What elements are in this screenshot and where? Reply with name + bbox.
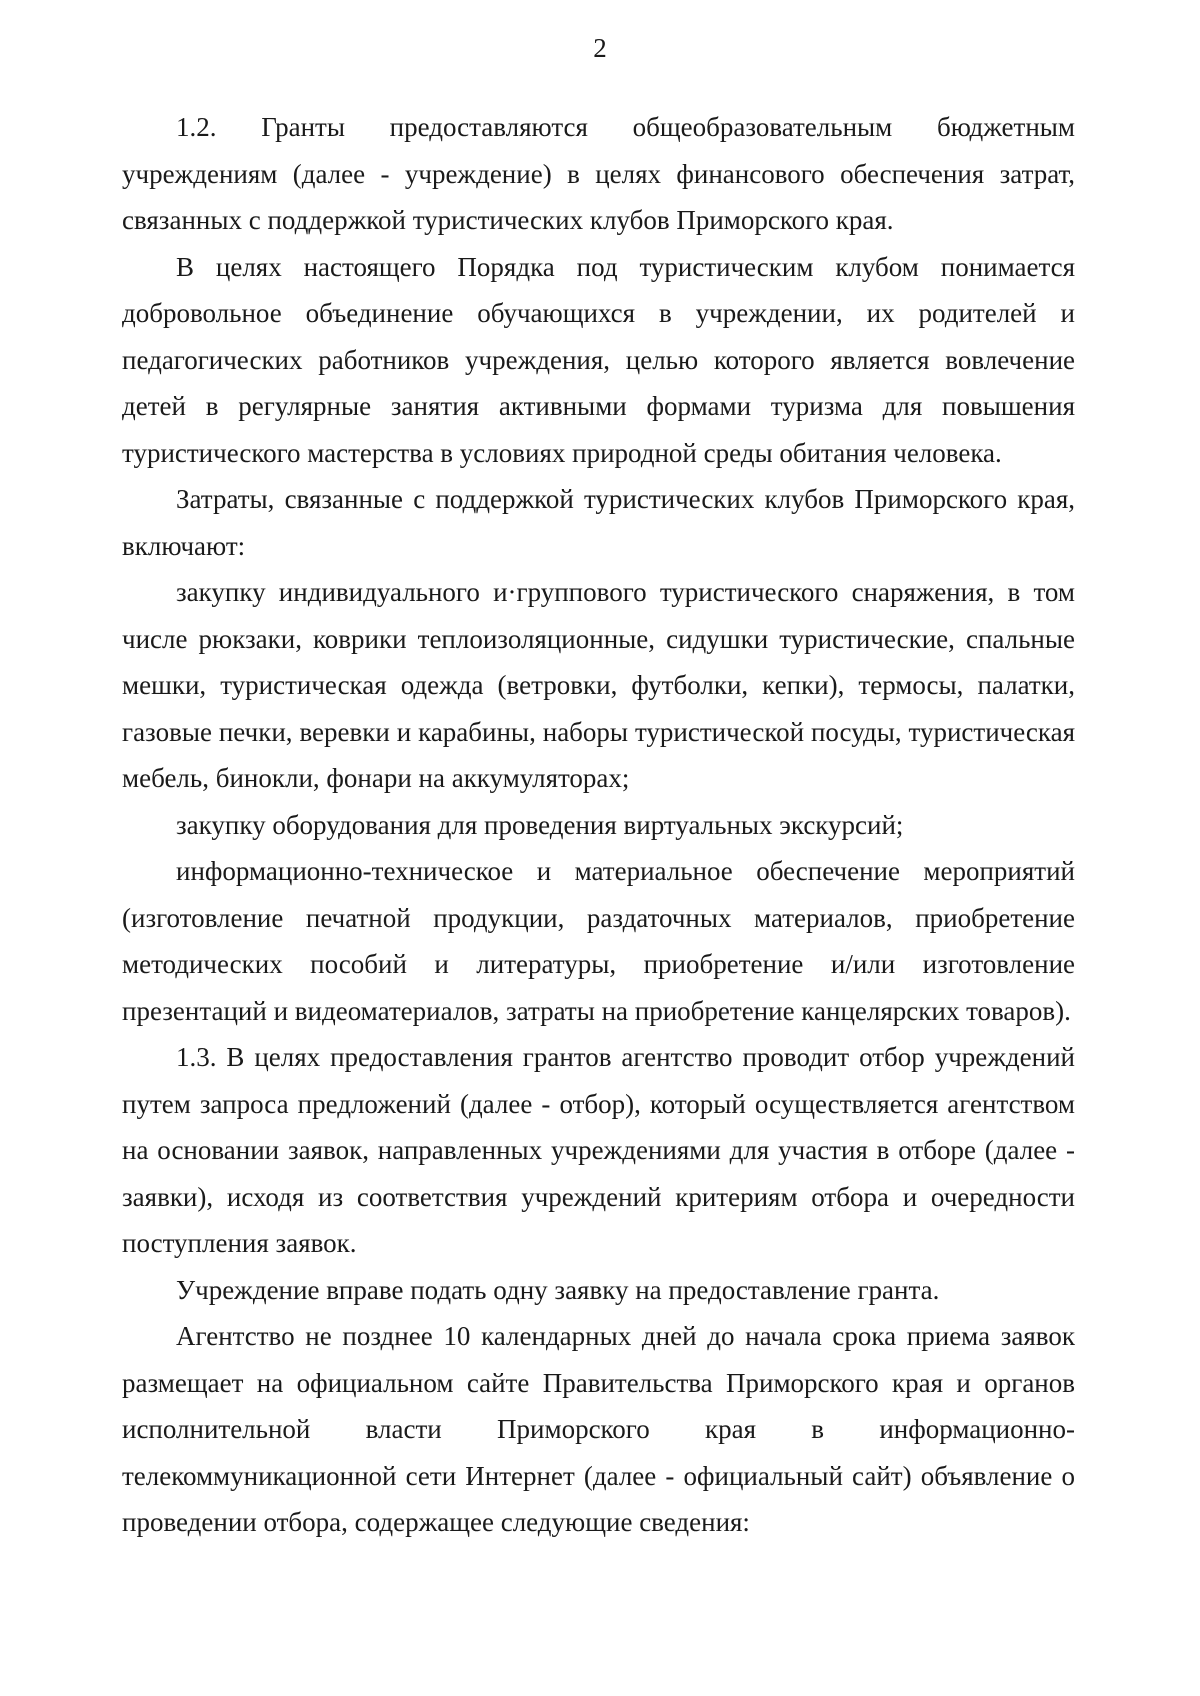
paragraph-one-application: Учреждение вправе подать одну заявку на предоставление гранта. [176,1274,940,1305]
list-item-info-support: информационно-техническое и материальное обеспечение мероприятий (изготовление печатной продукции, раздаточных материалов, приобретение методических пособий и литературы, приобретение и/или изготовление презентаций и видеоматериалов, затраты на приобретение канцелярских товаров). [122,856,1075,1026]
paragraph-1-3: 1.3. В целях предоставления грантов агентство проводит отбор учреждений путем запроса предложений (далее - отбор), который осуществляется агентством на основании заявок, направленных учреждениями для участия в отборе (далее - заявки), исходя из соответствия учреждений критериям отбора и очередности поступления заявок. [122,1042,1075,1258]
list-item-virtual-tours: закупку оборудования для проведения виртуальных экскурсий; [176,809,904,840]
paragraph-1-2: 1.2. Гранты предоставляются общеобразовательным бюджетным учреждениям (далее - учреждение) в целях финансового обеспечения затрат, связанных с поддержкой туристических клубов Приморского края. [122,112,1075,235]
paragraph-agency-announcement: Агентство не позднее 10 календарных дней до начала срока приема заявок размещает на официальном сайте Правительства Приморского края и органов исполнительной власти Приморского края в информационно-телекоммуникационной сети Интернет (далее - официальный сайт) объявление о проведении отбора, содержащее следующие сведения: [122,1321,1075,1537]
document-body [122,104,1075,1546]
list-item-equipment: закупку индивидуального и·группового туристического снаряжения, в том числе рюкзаки, коврики теплоизоляционные, сидушки туристические, спальные мешки, туристическая одежда (ветровки, футболки, кепки), термосы, палатки, газовые печки, веревки и карабины, наборы туристической посуды, туристическая мебель, бинокли, фонари на аккумуляторах; [122,577,1075,793]
page-number: 2 [593,33,607,63]
paragraph-costs-intro: Затраты, связанные с поддержкой туристических клубов Приморского края, включают: [122,484,1075,561]
paragraph-definition: В целях настоящего Порядка под туристическим клубом понимается добровольное объединение обучающихся в учреждении, их родителей и педагогических работников учреждения, целью которого является вовлечение детей в регулярные занятия активными формами туризма для повышения туристического мастерства в условиях природной среды обитания человека. [122,251,1075,468]
